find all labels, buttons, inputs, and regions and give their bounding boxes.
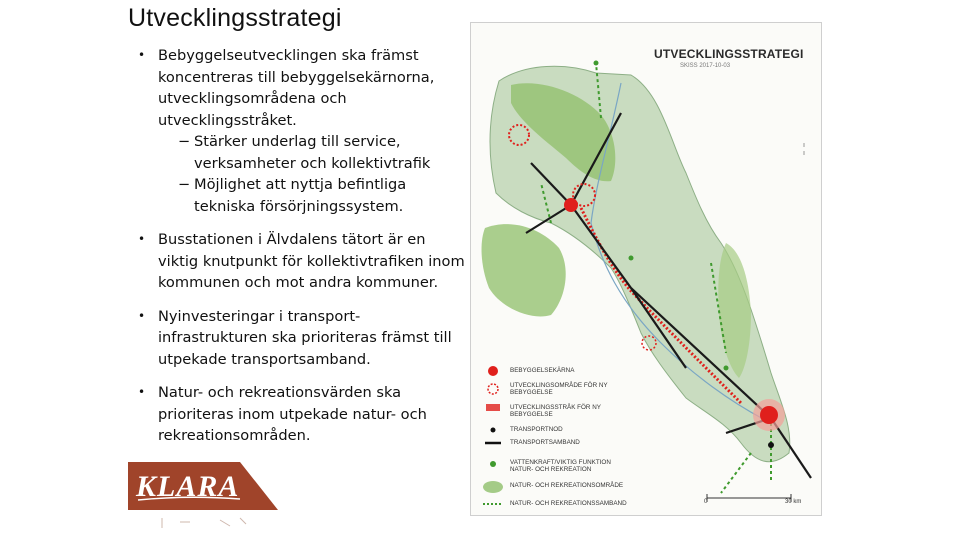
legend-label: UTVECKLINGSSTRÅK FÖR NY BEBYGGELSE — [510, 404, 601, 418]
legend-label: TRANSPORTSAMBAND — [510, 439, 580, 446]
legend-green-ellipse-icon — [483, 481, 503, 493]
sub-bullet-text: Möjlighet att nyttja befintliga tekniska försörjningssystem. — [194, 176, 407, 215]
bullet-text: Nyinvesteringar i transport- infrastrukturen ska prioriteras främst till utpekade transportsamband. — [158, 307, 452, 368]
bullet-item — [136, 306, 466, 371]
logo-underline-marks — [160, 514, 250, 530]
nature-area-west — [482, 224, 566, 316]
svg-text:KLARA: KLARA — [136, 470, 240, 503]
legend-black-dot-icon — [491, 428, 496, 433]
nature-function-dot — [594, 61, 599, 66]
sub-bullet-item — [158, 174, 466, 217]
dash-marker: − — [178, 176, 191, 193]
bullet-item — [136, 382, 466, 447]
legend-hatch-icon — [486, 404, 500, 411]
nature-function-dot — [629, 256, 634, 261]
legend-label: NATUR- OCH REKREATIONSSAMBAND — [510, 500, 627, 507]
transport-node — [768, 442, 774, 448]
scale-label-right: 30 km — [785, 499, 802, 505]
legend-red-dot-icon — [488, 366, 498, 376]
settlement-core — [564, 198, 578, 212]
bullet-text: Natur- och rekreationsvärden ska prioriteras inom utpekade natur- och rekreationsområden. — [158, 384, 427, 444]
dash-marker: − — [178, 133, 191, 150]
nature-function-dot — [724, 366, 729, 371]
bullet-item — [136, 229, 466, 294]
bullet-list — [136, 45, 466, 459]
legend-label: UTVECKLINGSOMRÅDE FÖR NY BEBYGGELSE — [510, 382, 608, 396]
sub-bullet-text: Stärker underlag till service, verksamheter och kollektivtrafik — [194, 133, 431, 172]
map-title: UTVECKLINGSSTRATEGI — [654, 47, 804, 61]
legend-label: NATUR- OCH REKREATIONSOMRÅDE — [510, 482, 624, 489]
legend-label: VATTENKRAFT/VIKTIG FUNKTION NATUR- OCH REKREATION — [510, 459, 611, 473]
klara-logo — [128, 462, 278, 510]
map-subtitle: SKISS 2017-10-03 — [680, 63, 731, 69]
bullet-item — [136, 45, 466, 217]
bullet-marker: • — [138, 232, 146, 246]
sub-bullet-item — [158, 131, 466, 174]
bullet-marker: • — [138, 48, 146, 62]
legend-dashed-circle-icon — [488, 384, 498, 394]
slide-title: Utvecklingsstrategi — [128, 4, 342, 32]
bullet-marker: • — [138, 385, 146, 399]
bullet-marker: • — [138, 308, 146, 323]
bullet-text: Busstationen i Älvdalens tätort är en viktig knutpunkt för kollektivtrafiken inom kommunen och mot andra kommuner. — [158, 231, 465, 291]
legend-green-dot-icon — [490, 461, 496, 467]
nature-link — [721, 453, 751, 493]
bullet-text: Bebyggelseutvecklingen ska främst koncentreras till bebyggelsekärnorna, utvecklingsområdena och utvecklingsstråket. — [158, 47, 435, 129]
scale-label-left: 0 — [704, 499, 708, 505]
legend-label: TRANSPORTNOD — [510, 426, 563, 433]
settlement-core — [760, 406, 778, 424]
legend-label: BEBYGGELSEKÄRNA — [510, 367, 575, 374]
